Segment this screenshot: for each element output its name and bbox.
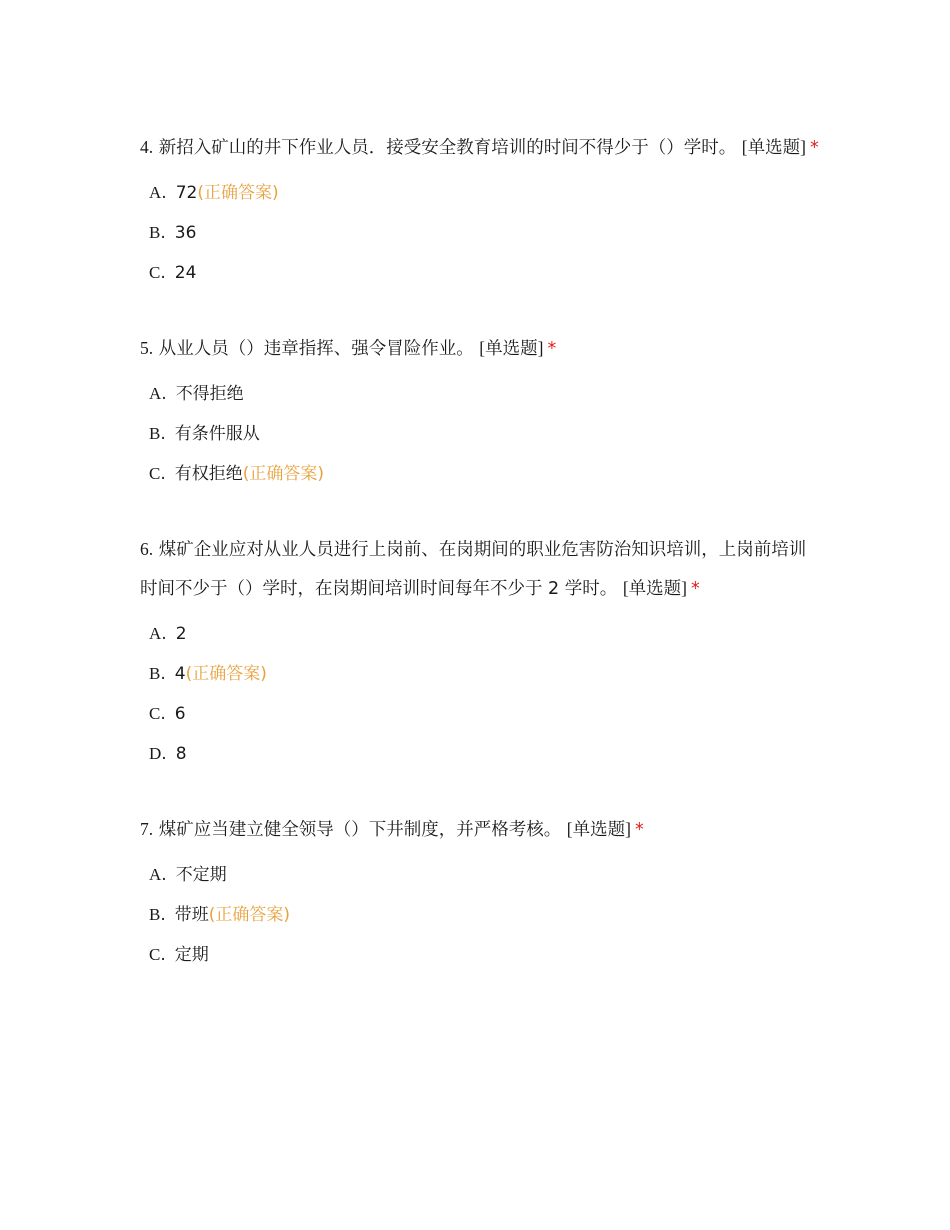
required-marker: * [691, 579, 700, 599]
option-letter: B [149, 424, 161, 443]
option-separator: . [160, 704, 166, 724]
option-separator: . [161, 183, 167, 203]
option-separator: . [160, 223, 166, 243]
option-letter: D [149, 744, 162, 763]
question-text: 煤矿企业应对从业人员进行上岗前、在岗期间的职业危害防治知识培训，上岗前培训时间不少于（）学时，在岗期间培训时间每年不少于 2 学时。 [140, 540, 807, 599]
option-text: 有条件服从 [174, 424, 260, 444]
question-title [140, 530, 820, 608]
option-separator: . [161, 624, 167, 644]
question-number: 7. [140, 819, 154, 839]
question-type-tag: [单选题] [566, 819, 631, 839]
option-c[interactable] [149, 694, 820, 734]
option-text: 定期 [174, 945, 209, 965]
option-text: 36 [174, 223, 197, 243]
option-text: 72 [175, 183, 198, 203]
option-letter: A [149, 624, 162, 643]
question-type-tag: [单选题] [741, 137, 806, 157]
option-c[interactable] [149, 454, 820, 494]
option-letter: A [149, 183, 162, 202]
option-separator: . [160, 945, 166, 965]
option-d[interactable] [149, 734, 820, 774]
option-text: 2 [175, 624, 187, 644]
option-text: 4 [174, 664, 186, 684]
option-separator: . [160, 464, 166, 484]
required-marker: * [547, 339, 557, 359]
question-5 [140, 329, 820, 494]
option-text: 不得拒绝 [175, 384, 244, 404]
required-marker: * [634, 820, 644, 840]
question-text: 煤矿应当建立健全领导（）下井制度，并严格考核。 [158, 820, 562, 840]
option-letter: B [149, 905, 161, 924]
option-letter: C [149, 263, 161, 282]
option-text: 带班 [174, 905, 209, 925]
correct-answer-label: (正确答案) [185, 664, 267, 684]
option-text: 8 [175, 744, 187, 764]
question-number: 6. [140, 539, 154, 559]
correct-answer-label: (正确答案) [242, 464, 325, 484]
option-text: 24 [174, 263, 197, 283]
options-list [140, 614, 820, 774]
option-a[interactable] [149, 173, 820, 213]
option-letter: C [149, 704, 161, 723]
option-separator: . [160, 424, 166, 444]
question-7 [140, 810, 820, 975]
option-b[interactable] [149, 895, 820, 935]
options-list [140, 374, 820, 494]
survey-page [140, 128, 820, 1011]
option-a[interactable] [149, 374, 820, 414]
question-type-tag: [单选题] [622, 578, 687, 598]
option-letter: C [149, 945, 161, 964]
question-6 [140, 530, 820, 774]
option-text: 不定期 [175, 865, 227, 885]
options-list [140, 855, 820, 975]
question-title [140, 810, 820, 849]
option-b[interactable] [149, 213, 820, 253]
question-number: 5. [140, 338, 154, 358]
option-text: 有权拒绝 [174, 464, 243, 484]
question-title [140, 329, 820, 368]
question-type-tag: [单选题] [479, 338, 544, 358]
correct-answer-label: (正确答案) [208, 905, 291, 925]
option-separator: . [161, 384, 167, 404]
option-c[interactable] [149, 935, 820, 975]
options-list [140, 173, 820, 293]
option-separator: . [161, 865, 167, 885]
option-a[interactable] [149, 855, 820, 895]
option-b[interactable] [149, 414, 820, 454]
question-number: 4. [140, 137, 154, 157]
question-text: 新招入矿山的井下作业人员．接受安全教育培训的时间不得少于（）学时。 [158, 138, 737, 158]
option-letter: C [149, 464, 161, 483]
option-separator: . [161, 744, 167, 764]
option-letter: A [149, 865, 162, 884]
option-separator: . [160, 664, 166, 684]
option-letter: B [149, 664, 161, 683]
option-a[interactable] [149, 614, 820, 654]
required-marker: * [809, 138, 819, 158]
option-b[interactable] [149, 654, 820, 694]
correct-answer-label: (正确答案) [197, 183, 279, 203]
question-title [140, 128, 820, 167]
question-4 [140, 128, 820, 293]
question-text: 从业人员（）违章指挥、强令冒险作业。 [158, 339, 474, 359]
option-c[interactable] [149, 253, 820, 293]
option-separator: . [160, 905, 166, 925]
option-letter: A [149, 384, 162, 403]
option-text: 6 [174, 704, 186, 724]
option-letter: B [149, 223, 161, 242]
option-separator: . [160, 263, 166, 283]
